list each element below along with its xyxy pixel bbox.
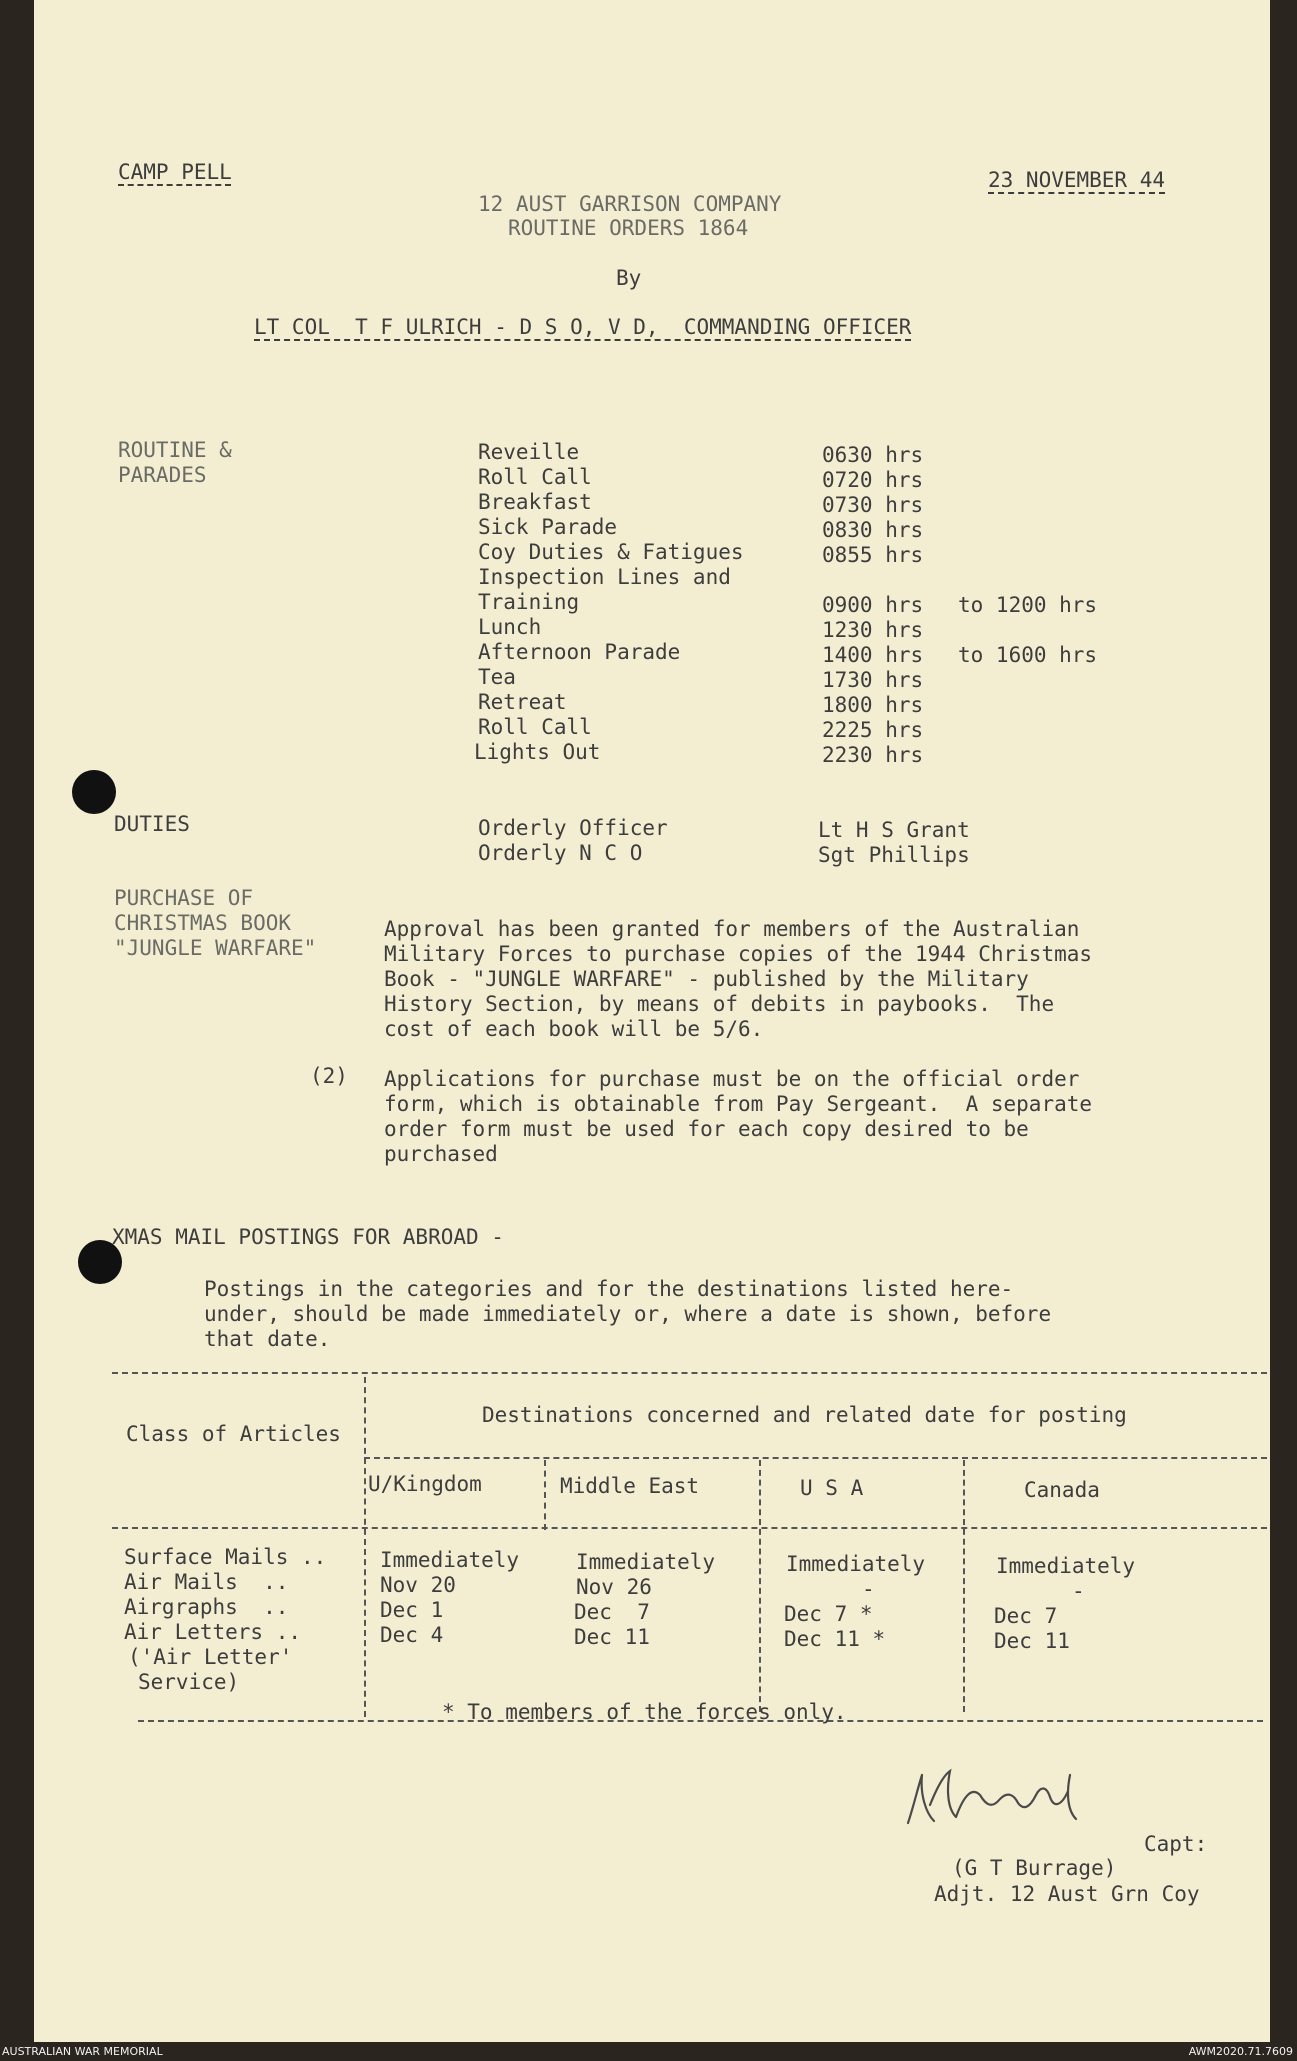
table-rule: [544, 1460, 546, 1530]
routine-time: 1400 hrs: [822, 643, 924, 667]
routine-time: 0730 hrs: [822, 493, 924, 517]
routine-time: 0630 hrs: [822, 443, 924, 467]
duty-person: Lt H S Grant: [818, 818, 970, 842]
routine-item: Reveille: [478, 440, 580, 464]
section-heading: XMAS MAIL POSTINGS FOR ABROAD -: [112, 1225, 504, 1249]
signature-rank: Capt:: [1144, 1832, 1208, 1856]
column-header: U S A: [800, 1476, 864, 1500]
table-rule: [364, 1377, 366, 1717]
paragraph-line: Postings in the categories and for the destinations listed here-: [204, 1277, 1014, 1301]
routine-item: Sick Parade: [478, 515, 618, 539]
table-cell: Dec 1: [380, 1598, 444, 1622]
routine-item: Afternoon Parade: [478, 640, 681, 664]
table-cell: Dec 4: [380, 1623, 444, 1647]
routine-time: 0900 hrs: [822, 593, 924, 617]
table-cell: Immediately: [576, 1550, 716, 1574]
routine-item: Breakfast: [478, 490, 592, 514]
paragraph-line: Approval has been granted for members of the Australian: [384, 917, 1080, 941]
table-cell: -: [862, 1577, 875, 1601]
paragraph-line: that date.: [204, 1327, 331, 1351]
duty-role: Orderly N C O: [478, 841, 643, 865]
article-class: Airgraphs ..: [124, 1595, 289, 1619]
table-cell: Immediately: [996, 1554, 1136, 1578]
orders-number: ROUTINE ORDERS 1864: [508, 216, 749, 240]
routine-item: Lunch: [478, 615, 542, 639]
order-date: 23 NOVEMBER 44: [988, 168, 1166, 192]
commanding-officer: LT COL T F ULRICH - D S O, V D, COMMANDING OFFICER: [254, 315, 912, 339]
duty-person: Sgt Phillips: [818, 843, 970, 867]
routine-item: Tea: [478, 665, 516, 689]
table-cell: Dec 11 *: [784, 1627, 886, 1651]
routine-item: Lights Out: [474, 740, 601, 764]
routine-time: 2230 hrs: [822, 743, 924, 767]
routine-item: Roll Call: [478, 715, 592, 739]
article-class: Air Letters ..: [124, 1620, 302, 1644]
table-cell: Dec 7: [994, 1604, 1058, 1628]
punch-hole: [72, 770, 116, 814]
routine-item: Inspection Lines and: [478, 565, 731, 589]
section-heading: "JUNGLE WARFARE": [114, 936, 317, 960]
routine-end-time: to 1600 hrs: [958, 643, 1098, 667]
section-heading: PURCHASE OF: [114, 886, 254, 910]
routine-time: 0855 hrs: [822, 543, 924, 567]
paragraph-line: History Section, by means of debits in paybooks. The: [384, 992, 1055, 1016]
archive-credit: AUSTRALIAN WAR MEMORIAL: [2, 2045, 163, 2058]
table-cell: Nov 20: [380, 1573, 456, 1597]
table-cell: Nov 26: [576, 1575, 652, 1599]
table-cell: -: [1072, 1579, 1085, 1603]
section-heading: ROUTINE &: [118, 438, 232, 462]
table-rule: [364, 1457, 1267, 1459]
paragraph-line: Applications for purchase must be on the official order: [384, 1067, 1080, 1091]
table-cell: Dec 11: [994, 1629, 1070, 1653]
table-cell: Immediately: [786, 1552, 926, 1576]
table-header: Class of Articles: [126, 1422, 341, 1446]
paragraph-line: purchased: [384, 1142, 498, 1166]
routine-end-time: to 1200 hrs: [958, 593, 1098, 617]
routine-time: 0720 hrs: [822, 468, 924, 492]
routine-item: Roll Call: [478, 465, 592, 489]
table-rule: [112, 1372, 1267, 1374]
article-class: Surface Mails ..: [124, 1545, 327, 1569]
location: CAMP PELL: [118, 160, 232, 184]
paragraph-line: under, should be made immediately or, where a date is shown, before: [204, 1302, 1052, 1326]
section-heading: CHRISTMAS BOOK: [114, 911, 292, 935]
article-class: Service): [138, 1670, 240, 1694]
signature-name: (G T Burrage): [952, 1856, 1117, 1880]
table-rule: [112, 1527, 1267, 1529]
duty-role: Orderly Officer: [478, 816, 668, 840]
routine-time: 2225 hrs: [822, 718, 924, 742]
table-cell: Dec 7 *: [784, 1602, 873, 1626]
paragraph-number: (2): [310, 1064, 348, 1088]
archive-reference: AWM2020.71.7609: [1188, 2045, 1293, 2058]
column-header: U/Kingdom: [368, 1472, 482, 1496]
table-rule: [963, 1460, 965, 1712]
routine-time: 1730 hrs: [822, 668, 924, 692]
table-rule: [759, 1460, 761, 1712]
routine-time: 1230 hrs: [822, 618, 924, 642]
paragraph-line: Book - "JUNGLE WARFARE" - published by the Military: [384, 967, 1029, 991]
section-heading: DUTIES: [114, 812, 190, 836]
article-class: ('Air Letter': [128, 1645, 293, 1669]
section-heading: PARADES: [118, 463, 207, 487]
handwritten-signature: [900, 1765, 1130, 1835]
routine-item: Retreat: [478, 690, 567, 714]
routine-time: 1800 hrs: [822, 693, 924, 717]
table-header: Destinations concerned and related date for posting: [482, 1403, 1127, 1427]
table-footnote: * To members of the forces only.: [442, 1700, 847, 1724]
paragraph-line: cost of each book will be 5/6.: [384, 1017, 764, 1041]
unit-name: 12 AUST GARRISON COMPANY: [478, 192, 782, 216]
column-header: Canada: [1024, 1478, 1100, 1502]
routine-item: Training: [478, 590, 580, 614]
column-header: Middle East: [560, 1474, 700, 1498]
article-class: Air Mails ..: [124, 1570, 289, 1594]
table-cell: Dec 11: [574, 1625, 650, 1649]
table-cell: Dec 7: [574, 1600, 650, 1624]
by-line: By: [616, 266, 642, 290]
signature-title: Adjt. 12 Aust Grn Coy: [934, 1882, 1200, 1906]
routine-item: Coy Duties & Fatigues: [478, 540, 744, 564]
paragraph-line: form, which is obtainable from Pay Sergeant. A separate: [384, 1092, 1093, 1116]
paragraph-line: order form must be used for each copy desired to be: [384, 1117, 1029, 1141]
routine-time: 0830 hrs: [822, 518, 924, 542]
paragraph-line: Military Forces to purchase copies of the 1944 Christmas: [384, 942, 1093, 966]
table-cell: Immediately: [380, 1548, 520, 1572]
